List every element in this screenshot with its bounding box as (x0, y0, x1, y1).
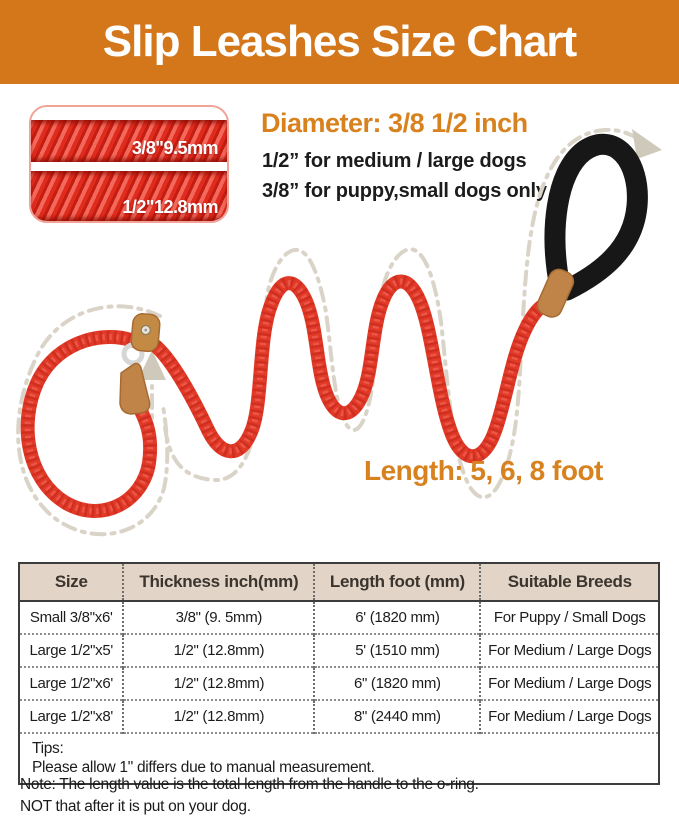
cell-size: Large 1/2"x6' (19, 667, 123, 700)
arrow-right-icon (632, 129, 662, 159)
o-ring (124, 345, 142, 363)
note-block (20, 774, 479, 818)
column-header-length: Length foot (mm) (314, 563, 480, 601)
cell-length: 6' (1820 mm) (314, 601, 480, 634)
rope-swatch-label-1-2: 1/2"12.8mm (122, 197, 218, 217)
cell-size: Large 1/2"x5' (19, 634, 123, 667)
table-header-row (19, 563, 659, 601)
leather-cone-slider (120, 364, 150, 415)
cell-thickness: 1/2" (12.8mm) (123, 667, 314, 700)
column-header-thickness: Thickness inch(mm) (123, 563, 314, 601)
cell-breeds: For Medium / Large Dogs (480, 700, 659, 733)
size-chart-table (18, 562, 660, 785)
leather-tab (130, 313, 160, 352)
cell-size: Large 1/2"x8' (19, 700, 123, 733)
table-row (19, 601, 659, 634)
tips-text: Please allow 1" differs due to manual measurement. (32, 759, 375, 776)
table-row (19, 700, 659, 733)
rivet-icon (141, 325, 151, 335)
cell-thickness: 1/2" (12.8mm) (123, 700, 314, 733)
cell-breeds: For Medium / Large Dogs (480, 634, 659, 667)
cell-thickness: 1/2" (12.8mm) (123, 634, 314, 667)
diameter-heading: Diameter: 3/8 1/2 inch (261, 108, 528, 138)
cell-length: 8" (2440 mm) (314, 700, 480, 733)
rope-swatch-panel (29, 105, 229, 223)
header-banner (0, 0, 679, 84)
arrow-up-icon (138, 350, 166, 380)
length-heading: Length: 5, 6, 8 foot (364, 455, 603, 486)
cell-size: Small 3/8"x6' (19, 601, 123, 634)
table-row (19, 667, 659, 700)
table-row (19, 634, 659, 667)
leash-collar-loop (28, 337, 151, 511)
rope-swatch-1-2 (31, 171, 227, 221)
rope-swatch-3-8 (31, 120, 227, 162)
diameter-line-puppy-small: 3/8” for puppy,small dogs only (262, 180, 547, 202)
leash-handle (555, 144, 637, 290)
column-header-size: Size (19, 563, 123, 601)
cell-breeds: For Medium / Large Dogs (480, 667, 659, 700)
diameter-line-medium-large: 1/2” for medium / large dogs (262, 150, 527, 172)
cell-length: 6" (1820 mm) (314, 667, 480, 700)
rope-swatch-label-3-8: 3/8"9.5mm (131, 138, 218, 158)
cell-breeds: For Puppy / Small Dogs (493, 609, 646, 626)
page-title: Slip Leashes Size Chart (102, 17, 577, 66)
cell-length: 5' (1510 mm) (314, 634, 480, 667)
leather-wrap (534, 266, 576, 320)
note-line-2: NOT that after it is put on your dog. (20, 798, 251, 815)
leash-main-rope (150, 281, 556, 456)
cell-thickness: 3/8" (9. 5mm) (123, 601, 314, 634)
note-line-1: Note: The length value is the total length from the handle to the o-ring. (20, 776, 479, 793)
dashed-guide-loop (18, 306, 167, 534)
column-header-breeds: Suitable Breeds (480, 563, 659, 601)
tips-label: Tips: (32, 740, 64, 757)
